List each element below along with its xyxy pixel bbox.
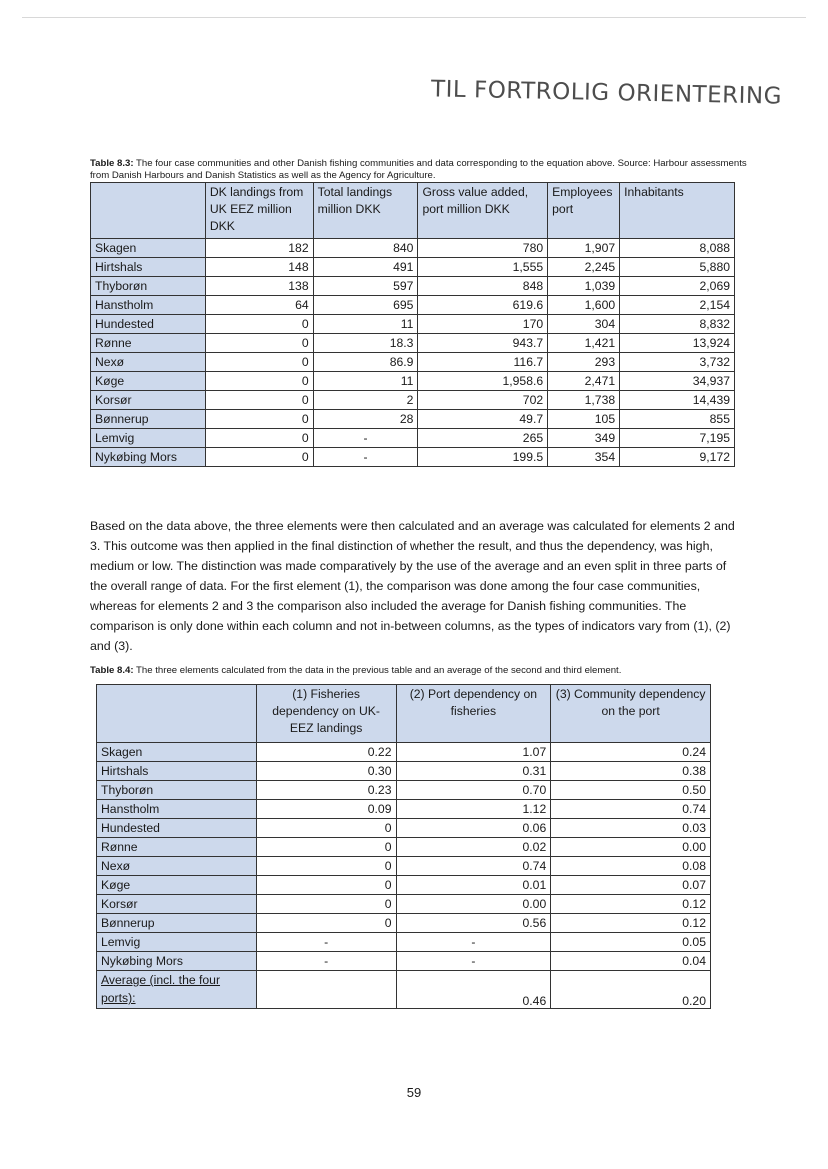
table2-row-label: Thyborøn <box>97 781 257 800</box>
table1-cell: 14,439 <box>620 391 735 410</box>
table1-cell: 0 <box>205 334 313 353</box>
table2-cell: 0.38 <box>551 762 711 781</box>
table1-cell: 49.7 <box>418 410 548 429</box>
table1-cell: 0 <box>205 410 313 429</box>
body-paragraph: Based on the data above, the three elements were then calculated and an average was calculated for elements 2 and 3. This outcome was then applied in the final distinction of whether the result, and thus the dependency, was high, medium or low. The distinction was made comparatively by the use of the average and an even split in three parts of the overall range of data. For the first element (1), the comparison was done among the four case communities, whereas for elements 2 and 3 the comparison also included the average for Danish fishing communities. The comparison is only done within each column and not in-between columns, as the types of indicators vary from (1), (2) and (3). <box>90 519 735 653</box>
table1-row <box>91 372 735 391</box>
table1-cell: 695 <box>313 296 418 315</box>
table2-cell: 1.07 <box>396 743 551 762</box>
table2-cell: 0 <box>256 857 396 876</box>
table1-row-label: Rønne <box>91 334 206 353</box>
table2-row <box>97 895 711 914</box>
table2-caption-text: The three elements calculated from the data in the previous table and an average of the second and third element. <box>136 665 622 676</box>
table1-corner <box>91 183 206 239</box>
table1-cell: 0 <box>205 429 313 448</box>
table1-cell: 86.9 <box>313 353 418 372</box>
table1-caption-text: The four case communities and other Danish fishing communities and data corresponding to the equation above. Source: Harbour assessments from Danish Harbours and Danish Statistics as well as the Agency for Agriculture. <box>90 158 747 181</box>
table1-cell: 1,421 <box>548 334 620 353</box>
table1-row-label: Lemvig <box>91 429 206 448</box>
table2-row-label: Nexø <box>97 857 257 876</box>
top-rule <box>22 17 806 18</box>
table1-cell: 105 <box>548 410 620 429</box>
table1-row <box>91 296 735 315</box>
table1-row <box>91 334 735 353</box>
table1-cell: 1,958.6 <box>418 372 548 391</box>
table2-col-header: (1) Fisheries dependency on UK-EEZ landings <box>256 685 396 743</box>
table1-cell: 780 <box>418 239 548 258</box>
table1-cell: 304 <box>548 315 620 334</box>
table2-cell: 0.00 <box>396 895 551 914</box>
table2-cell: 0.70 <box>396 781 551 800</box>
table1-cell: 138 <box>205 277 313 296</box>
table2-average-cell <box>256 971 396 1009</box>
table1-cell: 2,245 <box>548 258 620 277</box>
table1-row-label: Køge <box>91 372 206 391</box>
table-8-3 <box>90 182 735 467</box>
table2-average-label: Average (incl. the four ports): <box>97 971 257 1009</box>
table2-cell: 0.04 <box>551 952 711 971</box>
table1-row <box>91 315 735 334</box>
table1-cell: 11 <box>313 315 418 334</box>
table2-row-label: Korsør <box>97 895 257 914</box>
table1-cell: 0 <box>205 391 313 410</box>
table1-cell: - <box>313 448 418 467</box>
table2-cell: 0.02 <box>396 838 551 857</box>
table1-cell: 199.5 <box>418 448 548 467</box>
table2-row <box>97 819 711 838</box>
table1-cell: 0 <box>205 315 313 334</box>
table1-cell: 3,732 <box>620 353 735 372</box>
table2-cell: 0.07 <box>551 876 711 895</box>
table1-cell: 170 <box>418 315 548 334</box>
table2-cell: - <box>256 952 396 971</box>
table1-cell: 491 <box>313 258 418 277</box>
table1-row-label: Nykøbing Mors <box>91 448 206 467</box>
table2-cell: 0.12 <box>551 895 711 914</box>
table1-cell: 848 <box>418 277 548 296</box>
table2-cell: 0 <box>256 876 396 895</box>
table2-cell: 0.74 <box>551 800 711 819</box>
table1-cell: 2,154 <box>620 296 735 315</box>
table1-cell: 64 <box>205 296 313 315</box>
table2-col-header: (3) Community dependency on the port <box>551 685 711 743</box>
table1-row-label: Hirtshals <box>91 258 206 277</box>
table1-cell: 265 <box>418 429 548 448</box>
table1-col-header: DK landings from UK EEZ million DKK <box>205 183 313 239</box>
table1-cell: 1,907 <box>548 239 620 258</box>
table2-row <box>97 876 711 895</box>
page-number: 59 <box>406 1085 422 1100</box>
table1-header-row <box>91 183 735 239</box>
table1-cell: 28 <box>313 410 418 429</box>
table2-cell: - <box>256 933 396 952</box>
table1-cell: 943.7 <box>418 334 548 353</box>
table2-row <box>97 914 711 933</box>
table1-caption-label: Table 8.3: <box>90 158 134 169</box>
table1-caption <box>90 158 750 181</box>
table1-row-label: Hundested <box>91 315 206 334</box>
table1-cell: 1,738 <box>548 391 620 410</box>
table1-col-header: Employees port <box>548 183 620 239</box>
table1-cell: 2,471 <box>548 372 620 391</box>
table1-cell: 840 <box>313 239 418 258</box>
table1-row <box>91 239 735 258</box>
table1-cell: 1,555 <box>418 258 548 277</box>
table2-cell: 0.30 <box>256 762 396 781</box>
table1-cell: 0 <box>205 353 313 372</box>
table2-cell: 0.05 <box>551 933 711 952</box>
table1-cell: 7,195 <box>620 429 735 448</box>
table2-cell: - <box>396 933 551 952</box>
table1-cell: 9,172 <box>620 448 735 467</box>
table2-row-label: Køge <box>97 876 257 895</box>
table2-row <box>97 762 711 781</box>
table2-cell: 0.50 <box>551 781 711 800</box>
table2-cell: 0.22 <box>256 743 396 762</box>
table1-cell: - <box>313 429 418 448</box>
table1-row <box>91 448 735 467</box>
table1-cell: 1,600 <box>548 296 620 315</box>
table-8-4 <box>96 684 711 1009</box>
table1-cell: 619.6 <box>418 296 548 315</box>
table2-cell: 0.12 <box>551 914 711 933</box>
table2-cell: 0 <box>256 895 396 914</box>
table1-cell: 349 <box>548 429 620 448</box>
table1-col-header: Inhabitants <box>620 183 735 239</box>
table1-row-label: Thyborøn <box>91 277 206 296</box>
table1-cell: 2,069 <box>620 277 735 296</box>
table1-row <box>91 391 735 410</box>
table2-row-label: Hanstholm <box>97 800 257 819</box>
table2-cell: 0.31 <box>396 762 551 781</box>
table1-row-label: Nexø <box>91 353 206 372</box>
table2-corner <box>97 685 257 743</box>
table2-row <box>97 838 711 857</box>
table2-cell: 0.56 <box>396 914 551 933</box>
table2-row <box>97 800 711 819</box>
table2-cell: 0 <box>256 838 396 857</box>
table2-cell: 0.00 <box>551 838 711 857</box>
table2-header-row <box>97 685 711 743</box>
table2-cell: 0.03 <box>551 819 711 838</box>
table1-cell: 34,937 <box>620 372 735 391</box>
table1-col-header: Total landings million DKK <box>313 183 418 239</box>
table1-row <box>91 258 735 277</box>
table2-row-label: Lemvig <box>97 933 257 952</box>
table2-row-label: Hirtshals <box>97 762 257 781</box>
table1-cell: 855 <box>620 410 735 429</box>
table2-cell: 0.08 <box>551 857 711 876</box>
table2-row-label: Bønnerup <box>97 914 257 933</box>
table2-cell: 0.01 <box>396 876 551 895</box>
table2-average-row <box>97 971 711 1009</box>
table1-cell: 293 <box>548 353 620 372</box>
table2-cell: 0.74 <box>396 857 551 876</box>
table2-average-cell: 0.46 <box>396 971 551 1009</box>
table2-caption-label: Table 8.4: <box>90 665 134 676</box>
table1-cell: 8,832 <box>620 315 735 334</box>
table1-row-label: Bønnerup <box>91 410 206 429</box>
table1-cell: 2 <box>313 391 418 410</box>
table1-cell: 597 <box>313 277 418 296</box>
table1-row-label: Hanstholm <box>91 296 206 315</box>
table2-cell: 0.06 <box>396 819 551 838</box>
table1-cell: 354 <box>548 448 620 467</box>
confidential-stamp: TIL FORTROLIG ORIENTERING <box>430 76 783 110</box>
table1-row <box>91 429 735 448</box>
table1-cell: 148 <box>205 258 313 277</box>
table2-row <box>97 781 711 800</box>
table1-row <box>91 410 735 429</box>
table1-cell: 116.7 <box>418 353 548 372</box>
table2-caption <box>90 665 750 677</box>
table2-cell: 1.12 <box>396 800 551 819</box>
table1-cell: 1,039 <box>548 277 620 296</box>
table2-row <box>97 743 711 762</box>
table2-col-header: (2) Port dependency on fisheries <box>396 685 551 743</box>
table2-average-cell: 0.20 <box>551 971 711 1009</box>
table1-row-label: Korsør <box>91 391 206 410</box>
table1-cell: 702 <box>418 391 548 410</box>
table1-row-label: Skagen <box>91 239 206 258</box>
table1-row <box>91 277 735 296</box>
table1-cell: 13,924 <box>620 334 735 353</box>
table1-cell: 0 <box>205 372 313 391</box>
table1-cell: 11 <box>313 372 418 391</box>
table2-row-label: Hundested <box>97 819 257 838</box>
table1-col-header: Gross value added, port million DKK <box>418 183 548 239</box>
table1-cell: 5,880 <box>620 258 735 277</box>
table2-row <box>97 933 711 952</box>
table1-cell: 0 <box>205 448 313 467</box>
table2-cell: 0 <box>256 819 396 838</box>
table2-cell: 0.09 <box>256 800 396 819</box>
table1-cell: 182 <box>205 239 313 258</box>
table2-cell: 0.24 <box>551 743 711 762</box>
table2-row <box>97 952 711 971</box>
table1-cell: 8,088 <box>620 239 735 258</box>
table1-cell: 18.3 <box>313 334 418 353</box>
table2-row-label: Rønne <box>97 838 257 857</box>
table2-cell: 0.23 <box>256 781 396 800</box>
table2-row-label: Skagen <box>97 743 257 762</box>
table1-row <box>91 353 735 372</box>
table2-row <box>97 857 711 876</box>
table2-cell: 0 <box>256 914 396 933</box>
table2-row-label: Nykøbing Mors <box>97 952 257 971</box>
table2-cell: - <box>396 952 551 971</box>
